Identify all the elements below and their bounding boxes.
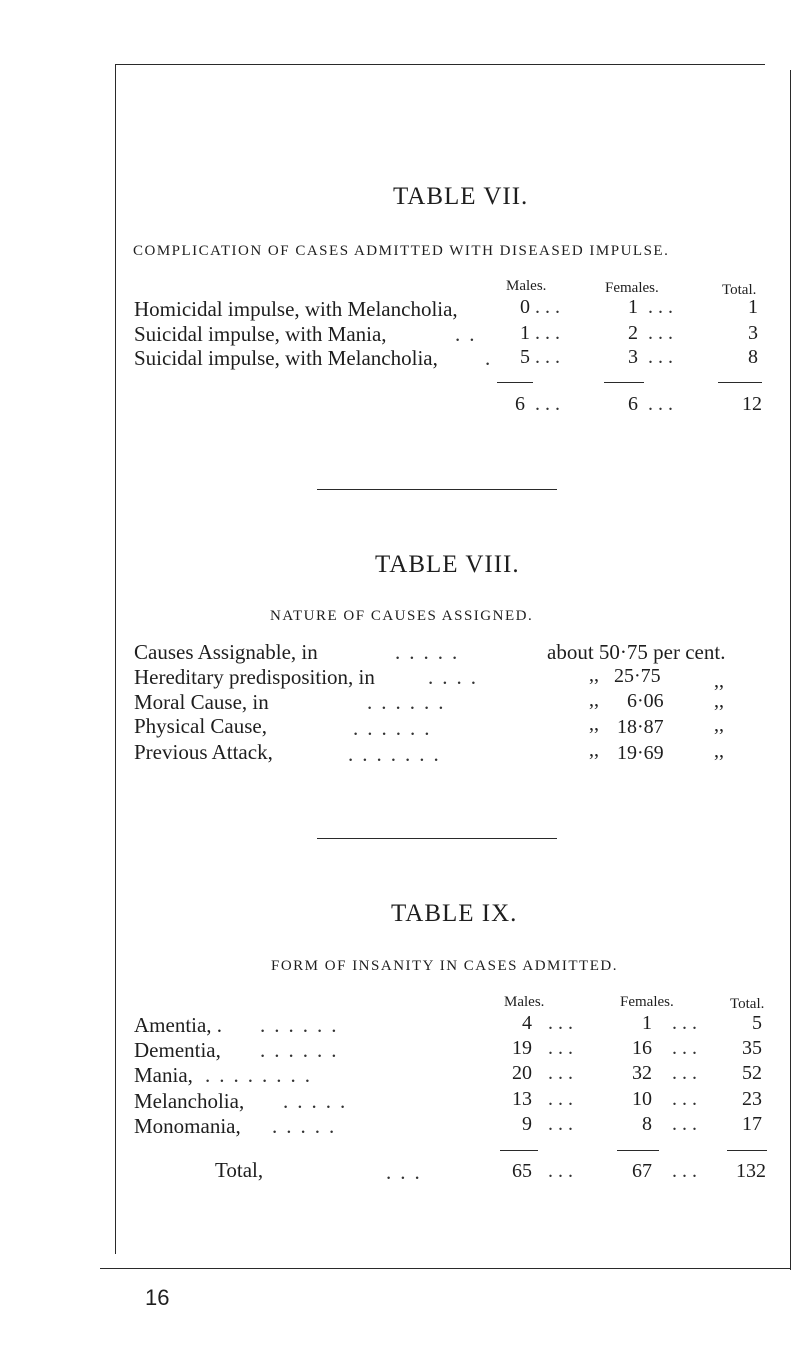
leader-dots: ... [672,1012,702,1034]
ditto-mark: ,, [714,740,724,762]
table-7-males-cell: 1 [520,322,530,344]
table-9-males-cell: 20 [512,1062,532,1084]
table-9-total-cell: 17 [742,1113,762,1135]
right-border [790,70,791,1270]
left-border [115,64,116,1254]
table-8-value: about 50·75 per cent. [547,640,726,664]
leader-dots: ... [535,346,565,368]
table-7-total-males: 6 [515,393,525,415]
table-7-header-females: Females. [605,280,659,296]
leader-dots: ... [672,1037,702,1059]
table-7-total-females: 6 [628,393,638,415]
leader-dots: ...... [260,1013,346,1037]
sum-rule [718,382,762,383]
table-9-total-cell: 23 [742,1088,762,1110]
top-border [115,64,765,65]
table-9-header-females: Females. [620,994,674,1010]
table-7-males-cell: 0 [520,296,530,318]
table-8-value: 18·87 [617,716,664,738]
leader-dots: ..... [283,1089,355,1113]
ditto-mark: ,, [589,713,599,735]
leader-dots: ...... [353,716,439,740]
leader-dots: ..... [395,640,467,664]
table-8-value: 25·75 [614,665,661,687]
table-9-total-label: Total, [215,1158,264,1182]
leader-dots: ... [672,1088,702,1110]
leader-dots: ... [535,393,565,415]
table-9-males-cell: 4 [522,1012,532,1034]
leader-dots: ... [548,1062,578,1084]
leader-dots: ... [648,393,678,415]
table-9-total-cell: 35 [742,1037,762,1059]
bottom-border [100,1268,790,1269]
leader-dots: ... [548,1088,578,1110]
leader-dots: ....... [348,742,448,766]
ditto-mark: ,, [714,714,724,736]
sum-rule [500,1150,538,1151]
table-9-females-cell: 10 [632,1088,652,1110]
table-8-subtitle: NATURE OF CAUSES ASSIGNED. [270,608,534,624]
table-7-row-label: Suicidal impulse, with Mania, [134,322,387,346]
table-9-females-cell: 1 [642,1012,652,1034]
leader-dots: ...... [367,690,453,714]
table-7-row-label: Homicidal impulse, with Melancholia, [134,297,458,321]
table-9-row-label: Monomania, [134,1114,241,1138]
table-7-males-cell: 5 [520,346,530,368]
table-9-row-label: Amentia, . [134,1013,223,1037]
table-9-row-label: Mania, [134,1063,193,1087]
table-9-total-cell: 5 [752,1012,762,1034]
leader-dots: ........ [205,1063,319,1087]
table-8-row-label: Causes Assignable, in [134,640,318,664]
table-7-females-cell: 2 [628,322,638,344]
table-9-males-cell: 13 [512,1088,532,1110]
ditto-mark: ,, [589,689,599,711]
ditto-mark: ,, [714,670,724,692]
sum-rule [497,382,533,383]
table-7-header-males: Males. [506,278,547,294]
table-9-males-cell: 9 [522,1113,532,1135]
leader-dots: ... [548,1012,578,1034]
section-divider [317,838,557,839]
table-7-total-cell: 3 [748,322,758,344]
table-8-row-label: Hereditary predisposition, in [134,665,375,689]
table-9-females-cell: 16 [632,1037,652,1059]
leader-dots: ... [535,296,565,318]
table-8-row-label: Previous Attack, [134,740,273,764]
leader-dots: ... [648,346,678,368]
leader-dots: ... [535,322,565,344]
table-9-females-cell: 8 [642,1113,652,1135]
sum-rule [604,382,644,383]
sum-rule [727,1150,767,1151]
table-7-total-cell: 8 [748,346,758,368]
table-7-title: TABLE VII. [393,183,529,210]
leader-dots: ... [672,1160,702,1182]
leader-dots: ... [548,1037,578,1059]
table-9-females-cell: 32 [632,1062,652,1084]
leader-dots: ... [548,1160,578,1182]
sum-rule [617,1150,659,1151]
table-9-row-label: Dementia, [134,1038,221,1062]
table-9-grand-total: 132 [736,1160,766,1182]
ditto-mark: ,, [714,690,724,712]
leader-dots: ... [672,1113,702,1135]
table-8-value: 19·69 [617,742,664,764]
table-9-males-cell: 19 [512,1037,532,1059]
table-7-females-cell: 3 [628,346,638,368]
table-9-row-label: Melancholia, [134,1089,245,1113]
leader-dots: .. [455,322,484,346]
section-divider [317,489,557,490]
table-9-title: TABLE IX. [391,900,518,927]
table-9-total-males: 65 [512,1160,532,1182]
ditto-mark: ,, [589,739,599,761]
table-9-header-total: Total. [730,996,765,1012]
leader-dots: ..... [272,1114,344,1138]
leader-dots: . [485,346,500,370]
table-9-subtitle: FORM OF INSANITY IN CASES ADMITTED. [271,958,618,974]
leader-dots: ... [672,1062,702,1084]
leader-dots: ... [548,1113,578,1135]
table-7-subtitle: COMPLICATION OF CASES ADMITTED WITH DISEASED IMPULSE. [133,243,670,259]
table-8-title: TABLE VIII. [375,551,520,578]
table-8-row-label: Moral Cause, in [134,690,269,714]
leader-dots: ... [386,1160,429,1184]
table-9-header-males: Males. [504,994,545,1010]
table-7-grand-total: 12 [742,393,762,415]
table-7-total-cell: 1 [748,296,758,318]
table-7-row-label: Suicidal impulse, with Melancholia, [134,346,438,370]
table-7-females-cell: 1 [628,296,638,318]
table-7-header-total: Total. [722,282,757,298]
table-9-total-females: 67 [632,1160,652,1182]
leader-dots: ...... [260,1038,346,1062]
leader-dots: ... [648,296,678,318]
table-8-value: 6·06 [627,690,664,712]
leader-dots: ... [648,322,678,344]
table-8-row-label: Physical Cause, [134,714,267,738]
leader-dots: .... [428,665,485,689]
page-number: 16 [145,1285,170,1310]
table-9-total-cell: 52 [742,1062,762,1084]
ditto-mark: ,, [589,664,599,686]
